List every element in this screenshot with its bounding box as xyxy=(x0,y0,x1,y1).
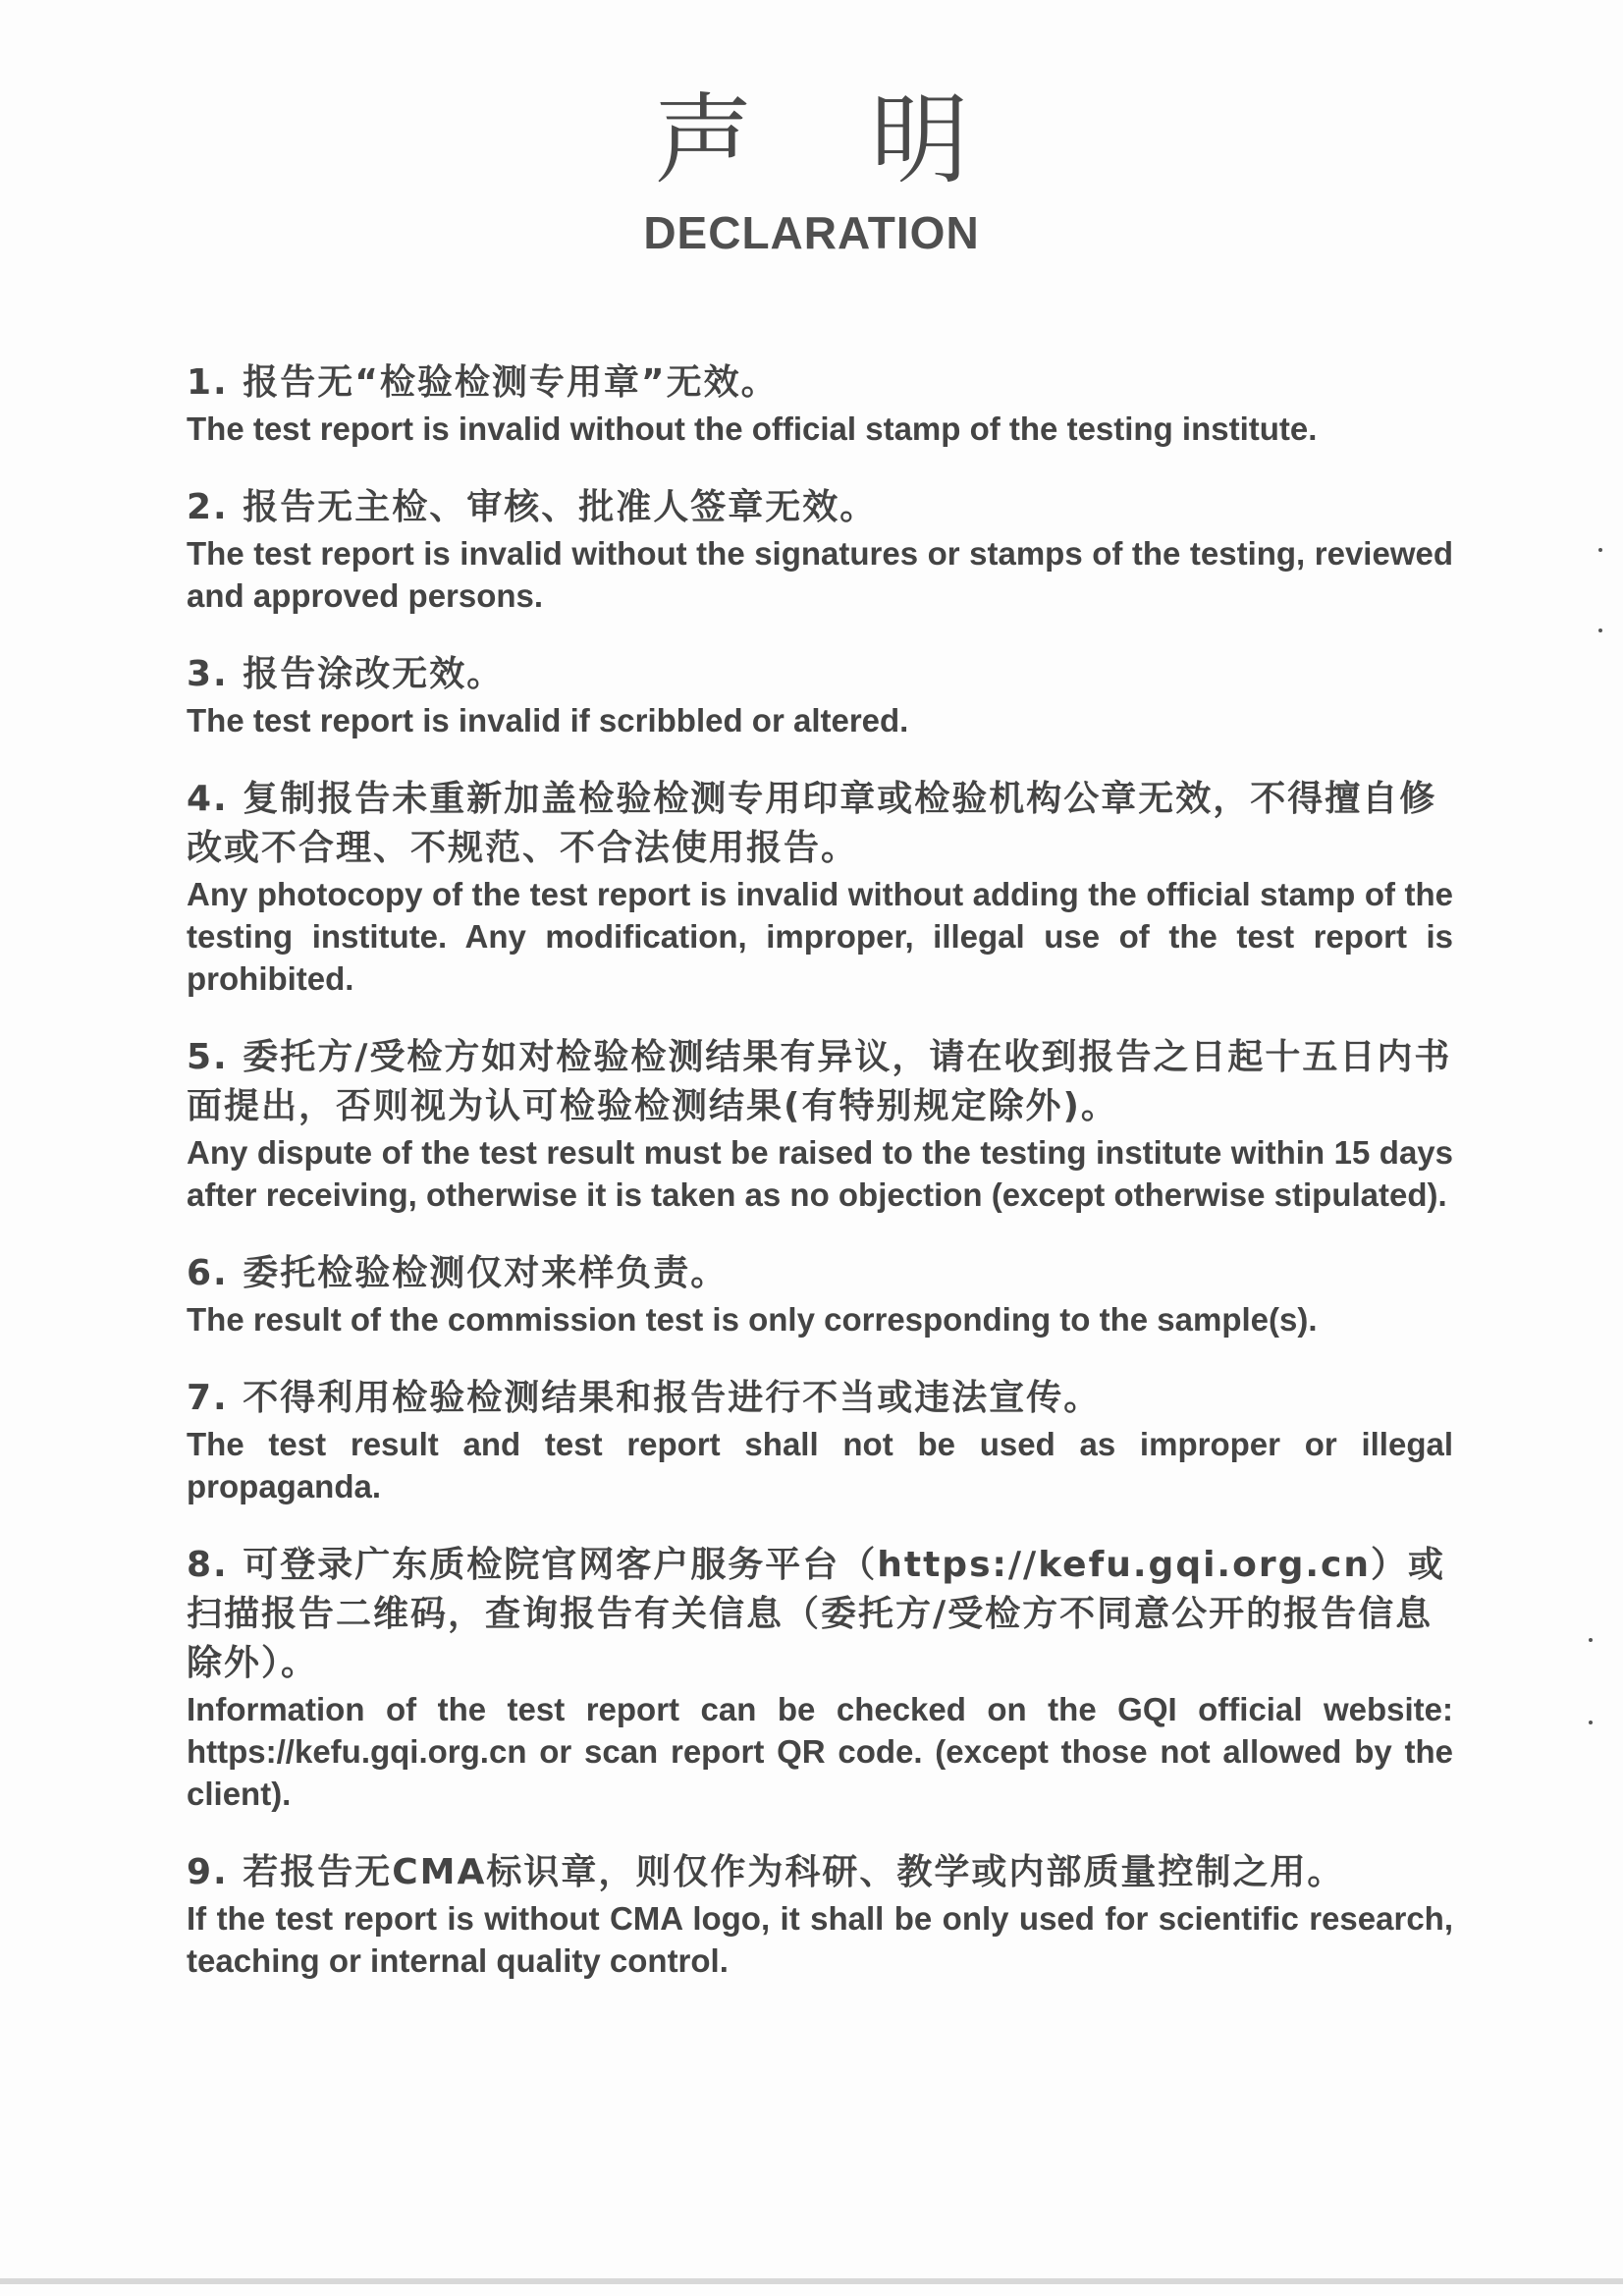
item-zh: 7. 不得利用检验检测结果和报告进行不当或违法宣传。 xyxy=(187,1378,1102,1418)
item-en: The result of the commission test is only corresponding to the sample(s). xyxy=(187,1301,1318,1338)
item-zh: 4. 复制报告未重新加盖检验检测专用印章或检验机构公章无效，不得擅自修改或不合理、不规范、不合法使用报告。 xyxy=(187,779,1437,868)
item-en: If the test report is without CMA logo, it shall be only used for scientific research, teaching or internal quality control. xyxy=(187,1900,1453,1979)
item-zh: 3. 报告涂改无效。 xyxy=(187,654,505,694)
declaration-item-2 xyxy=(187,483,1453,617)
declaration-item-9 xyxy=(187,1848,1453,1982)
item-zh: 2. 报告无主检、审核、批准人签章无效。 xyxy=(187,487,878,527)
title-english: DECLARATION xyxy=(643,207,980,258)
declaration-item-6 xyxy=(187,1249,1453,1340)
declaration-item-7 xyxy=(187,1374,1453,1507)
item-zh: 8. 可登录广东质检院官网客户服务平台（https://kefu.gqi.org.cn）或扫描报告二维码，查询报告有关信息（委托方/受检方不同意公开的报告信息除外）。 xyxy=(187,1545,1446,1683)
item-zh: 6. 委托检验检测仅对来样负责。 xyxy=(187,1253,729,1293)
scan-speck xyxy=(1589,1721,1593,1724)
declaration-item-4 xyxy=(187,775,1453,1000)
item-zh: 9. 若报告无CMA标识章，则仅作为科研、教学或内部质量控制之用。 xyxy=(187,1852,1345,1892)
declaration-list xyxy=(187,358,1453,2015)
item-en: Any dispute of the test result must be raised to the testing institute within 15 days after receiving, otherwise it is taken as no objection (except otherwise stipulated). xyxy=(187,1134,1453,1213)
title-chinese: 声明 xyxy=(654,82,1087,197)
declaration-item-5 xyxy=(187,1033,1453,1216)
scan-speck xyxy=(1598,548,1602,552)
scan-speck xyxy=(1598,629,1602,632)
declaration-item-3 xyxy=(187,650,1453,741)
item-zh: 1. 报告无“检验检测专用章”无效。 xyxy=(187,362,779,403)
declaration-item-8 xyxy=(187,1541,1453,1815)
scan-edge-line xyxy=(0,2278,1623,2284)
declaration-item-1 xyxy=(187,358,1453,450)
item-zh: 5. 委托方/受检方如对检验检测结果有异议，请在收到报告之日起十五日内书面提出，否则视为认可检验检测结果(有特别规定除外)。 xyxy=(187,1037,1452,1126)
item-en: The test report is invalid without the official stamp of the testing institute. xyxy=(187,410,1318,447)
item-en: The test report is invalid without the signatures or stamps of the testing, reviewed and approved persons. xyxy=(187,535,1453,614)
item-en: The test result and test report shall not be used as improper or illegal propaganda. xyxy=(187,1426,1453,1504)
item-en: Information of the test report can be checked on the GQI official website: https://kefu.gqi.org.cn or scan report QR code. (except those not allowed by the client). xyxy=(187,1691,1453,1812)
item-en: The test report is invalid if scribbled or altered. xyxy=(187,702,909,738)
item-en: Any photocopy of the test report is invalid without adding the official stamp of the testing institute. Any modification, improper, illegal use of the test report is prohibited. xyxy=(187,876,1453,997)
scan-speck xyxy=(1589,1638,1593,1642)
